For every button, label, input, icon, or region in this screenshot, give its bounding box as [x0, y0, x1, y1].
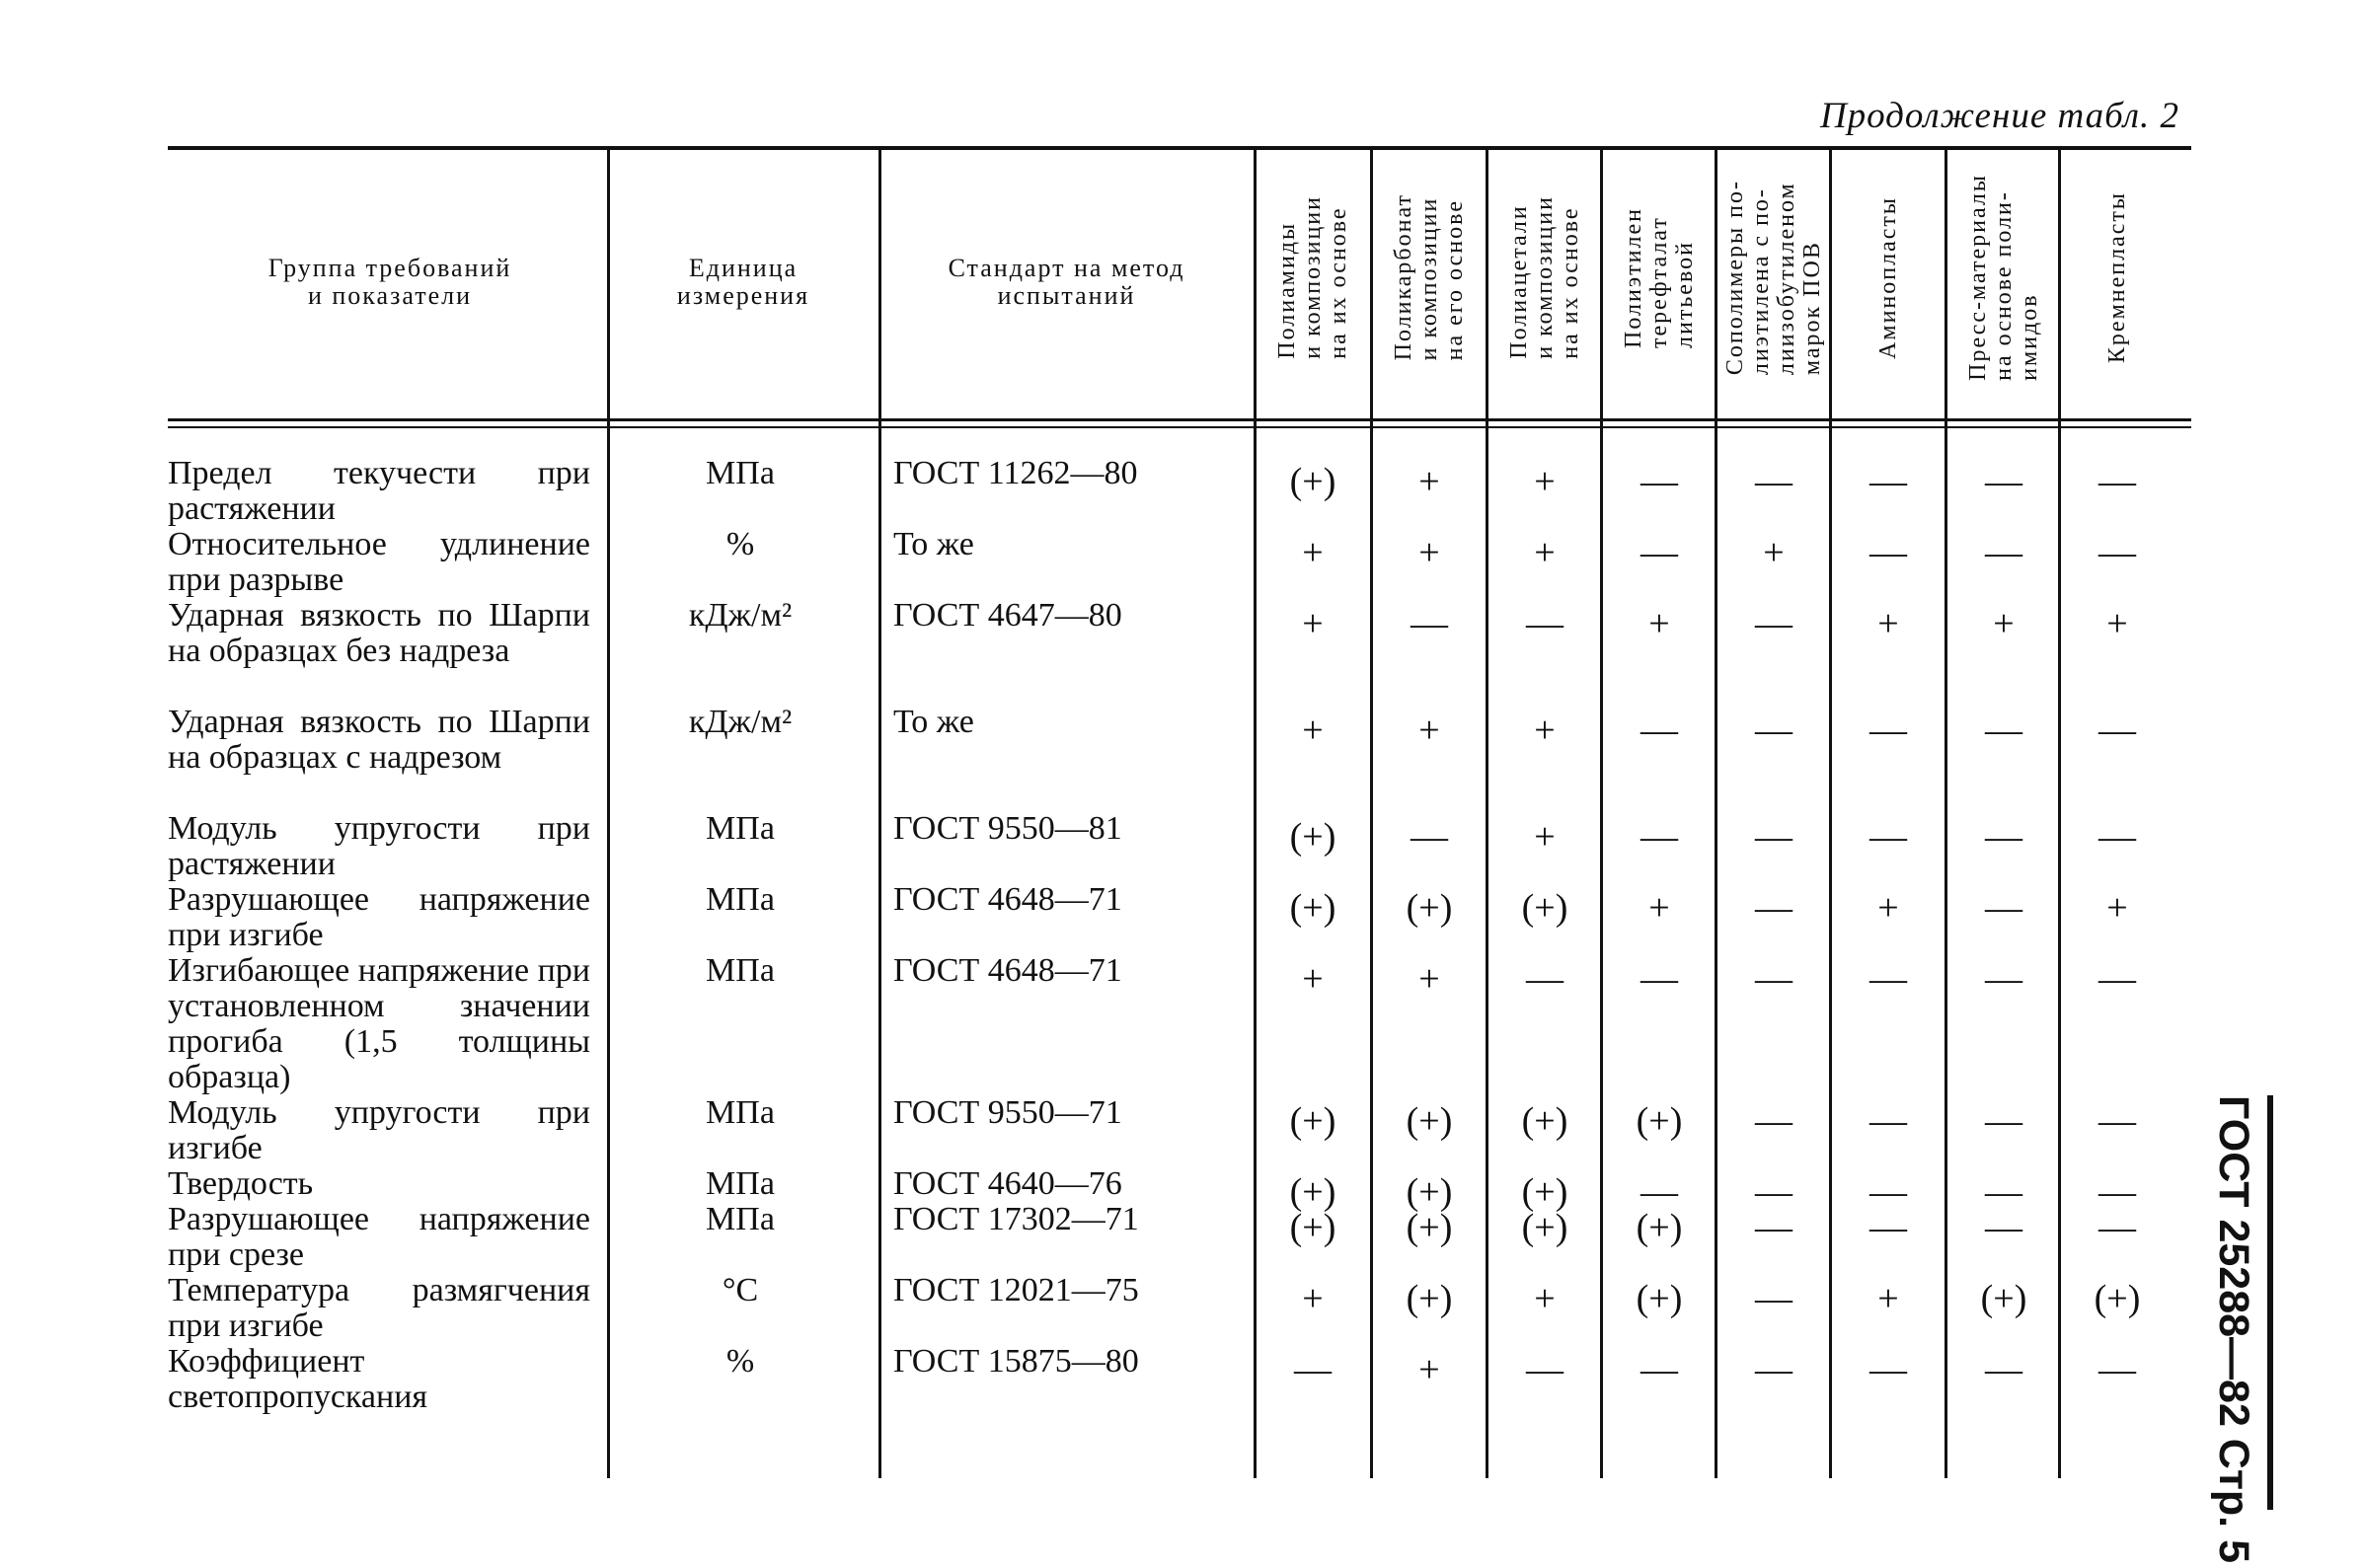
row-mark: + [1877, 603, 1899, 644]
row-mark: — [1985, 1207, 2022, 1248]
row-mark: + [1302, 1278, 1324, 1319]
row-mark: + [1302, 532, 1324, 573]
row-mark: — [1869, 532, 1907, 573]
row-mark: — [1755, 461, 1792, 502]
header-material-label: Кремнепласты [2104, 190, 2130, 364]
row-mark: — [1411, 603, 1448, 644]
row-mark: + [1534, 532, 1556, 573]
row-mark: + [1418, 1349, 1440, 1390]
row-mark: — [1755, 603, 1792, 644]
row-mark: + [1877, 887, 1899, 929]
row-mark: — [1985, 887, 2022, 929]
row-mark: + [2106, 603, 2128, 644]
header-material-label: Аминопласты [1875, 195, 1901, 359]
row-mark: (+) [1636, 1207, 1683, 1248]
header-rule-2 [168, 426, 2191, 428]
row-mark: (+) [1406, 887, 1453, 929]
row-mark: + [1302, 958, 1324, 1000]
row-parameter: Разрушающее напряжение при срезе [168, 1201, 590, 1273]
row-mark: — [2098, 1349, 2136, 1390]
header-material [1256, 150, 1370, 405]
row-mark: + [1302, 709, 1324, 751]
row-mark: — [1755, 816, 1792, 858]
row-standard: ГОСТ 12021—75 [893, 1272, 1139, 1308]
row-standard: ГОСТ 11262—80 [893, 455, 1138, 491]
row-mark: — [1985, 958, 2022, 1000]
header-material [1372, 150, 1487, 405]
row-standard: ГОСТ 4640—76 [893, 1165, 1122, 1202]
row-parameter: Предел текучести при растяжении [168, 455, 590, 527]
row-mark: — [2098, 1171, 2136, 1213]
row-standard: ГОСТ 4648—71 [893, 881, 1122, 918]
row-mark: — [1985, 1171, 2022, 1213]
row-mark: + [1418, 532, 1440, 573]
row-unit: °С [722, 1272, 759, 1308]
row-mark: — [1294, 1349, 1332, 1390]
row-mark: + [1993, 603, 2015, 644]
header-material [1831, 150, 1945, 405]
row-unit: МПа [706, 810, 775, 847]
row-mark: — [1869, 461, 1907, 502]
row-unit: МПа [706, 1201, 775, 1237]
row-parameter: Разрушающее напряжение при изгибе [168, 881, 590, 953]
row-mark: (+) [1289, 461, 1336, 502]
row-mark: — [1755, 1278, 1792, 1319]
row-mark: — [1985, 709, 2022, 751]
row-mark: (+) [1521, 1100, 1568, 1142]
row-mark: (+) [1289, 1100, 1336, 1142]
row-mark: (+) [1406, 1171, 1453, 1213]
row-mark: (+) [1980, 1278, 2027, 1319]
row-mark: + [2106, 887, 2128, 929]
row-mark: (+) [1289, 887, 1336, 929]
row-parameter: Ударная вязкость по Шарпи на образцах без надреза [168, 597, 590, 669]
row-mark: — [1411, 816, 1448, 858]
row-mark: + [1302, 603, 1324, 644]
row-mark: (+) [1636, 1100, 1683, 1142]
row-mark: (+) [1289, 1171, 1336, 1213]
row-mark: (+) [2094, 1278, 2141, 1319]
row-mark: — [1985, 1100, 2022, 1142]
row-mark: + [1648, 887, 1670, 929]
header-material [1487, 150, 1602, 405]
row-mark: — [1640, 958, 1678, 1000]
row-mark: + [1763, 532, 1785, 573]
header-material [1946, 150, 2061, 405]
row-unit: МПа [706, 1165, 775, 1202]
row-mark: + [1534, 816, 1556, 858]
row-mark: (+) [1636, 1278, 1683, 1319]
header-material [1716, 150, 1831, 405]
row-mark: (+) [1406, 1100, 1453, 1142]
row-mark: — [2098, 816, 2136, 858]
header-material-label: Сополимеры по- лиэтилена с по- лиизобутиленом марок ПОВ [1722, 179, 1825, 376]
row-standard: ГОСТ 15875—80 [893, 1343, 1139, 1380]
row-mark: — [2098, 461, 2136, 502]
row-unit: МПа [706, 1094, 775, 1131]
row-standard: ГОСТ 4648—71 [893, 952, 1122, 989]
row-unit: % [725, 1343, 755, 1380]
row-mark: (+) [1521, 1171, 1568, 1213]
row-parameter: Относительное удлинение при разрыве [168, 526, 590, 598]
row-mark: — [2098, 709, 2136, 751]
row-mark: (+) [1521, 1207, 1568, 1248]
row-mark: — [1526, 603, 1563, 644]
row-mark: + [1418, 709, 1440, 751]
row-mark: + [1877, 1278, 1899, 1319]
row-unit: кДж/м² [688, 597, 793, 634]
row-standard: То же [893, 704, 974, 740]
row-parameter: Твердость [168, 1165, 314, 1202]
row-mark: — [1640, 1171, 1678, 1213]
row-mark: — [1869, 1207, 1907, 1248]
row-mark: — [1640, 532, 1678, 573]
column-divider [878, 146, 881, 1478]
header-material [2060, 150, 2174, 405]
row-mark: — [2098, 1207, 2136, 1248]
header-group: Группа требований и показатели [267, 254, 512, 310]
row-mark: (+) [1521, 887, 1568, 929]
row-mark: — [2098, 958, 2136, 1000]
row-mark: — [1985, 532, 2022, 573]
row-mark: — [1526, 958, 1563, 1000]
row-parameter: Ударная вязкость по Шарпи на образцах с надрезом [168, 704, 590, 776]
row-mark: (+) [1289, 1207, 1336, 1248]
row-parameter: Модуль упругости при растяжении [168, 810, 590, 882]
row-mark: — [1869, 1171, 1907, 1213]
row-mark: — [1985, 1349, 2022, 1390]
row-unit: % [725, 526, 755, 562]
row-mark: — [1526, 1349, 1563, 1390]
table-continuation-caption: Продолжение табл. 2 [1819, 96, 2179, 136]
row-mark: — [1755, 1349, 1792, 1390]
row-mark: — [1755, 1171, 1792, 1213]
row-mark: + [1534, 709, 1556, 751]
row-mark: — [1755, 887, 1792, 929]
row-mark: — [1640, 1349, 1678, 1390]
row-mark: — [1640, 709, 1678, 751]
header-unit: Единица измерения [676, 254, 810, 310]
row-standard: ГОСТ 9550—81 [893, 810, 1122, 847]
row-parameter: Изгибающее напряжение при установленном значении прогиба (1,5 толщины образца) [168, 952, 590, 1095]
header-material [1602, 150, 1716, 405]
row-mark: + [1418, 958, 1440, 1000]
row-unit: МПа [706, 455, 775, 491]
row-mark: — [1755, 1207, 1792, 1248]
row-mark: (+) [1289, 816, 1336, 858]
row-mark: — [1755, 1100, 1792, 1142]
header-rule [168, 418, 2191, 421]
row-mark: (+) [1406, 1278, 1453, 1319]
row-parameter: Температура размягчения при изгибе [168, 1272, 590, 1344]
row-mark: — [1869, 1100, 1907, 1142]
row-mark: — [1985, 816, 2022, 858]
row-mark: — [1869, 1349, 1907, 1390]
header-material-label: Поликарбонат и композиции на его основе [1391, 193, 1468, 361]
row-mark: — [2098, 532, 2136, 573]
row-mark: — [2098, 1100, 2136, 1142]
standard-page-label: ГОСТ 25288—82 Стр. 5 [2209, 1095, 2273, 1510]
row-parameter: Модуль упругости при изгибе [168, 1094, 590, 1166]
row-standard: То же [893, 526, 974, 562]
row-mark: — [1985, 461, 2022, 502]
row-mark: — [1869, 709, 1907, 751]
row-unit: МПа [706, 881, 775, 918]
row-standard: ГОСТ 9550—71 [893, 1094, 1122, 1131]
row-mark: (+) [1406, 1207, 1453, 1248]
row-mark: + [1418, 461, 1440, 502]
row-parameter: Коэффициент светопропускания [168, 1343, 428, 1415]
row-mark: — [1640, 461, 1678, 502]
header-material-label: Полиамиды и композиции на их основе [1274, 195, 1351, 359]
row-mark: — [1755, 958, 1792, 1000]
header-material-label: Полиацетали и композиции на их основе [1506, 195, 1583, 359]
row-standard: ГОСТ 17302—71 [893, 1201, 1139, 1237]
header-material-label: Полиэтилен терефталат литьевой [1621, 206, 1698, 348]
row-mark: — [1755, 709, 1792, 751]
row-mark: — [1869, 958, 1907, 1000]
row-mark: + [1648, 603, 1670, 644]
header-standard: Стандарт на метод испытаний [948, 254, 1185, 310]
row-mark: — [1869, 816, 1907, 858]
row-unit: кДж/м² [688, 704, 793, 740]
row-mark: — [1640, 816, 1678, 858]
row-standard: ГОСТ 4647—80 [893, 597, 1122, 634]
header-material-label: Пресс-материалы на основе поли- имидов [1965, 174, 2042, 381]
row-mark: + [1534, 1278, 1556, 1319]
row-mark: + [1534, 461, 1556, 502]
row-unit: МПа [706, 952, 775, 989]
